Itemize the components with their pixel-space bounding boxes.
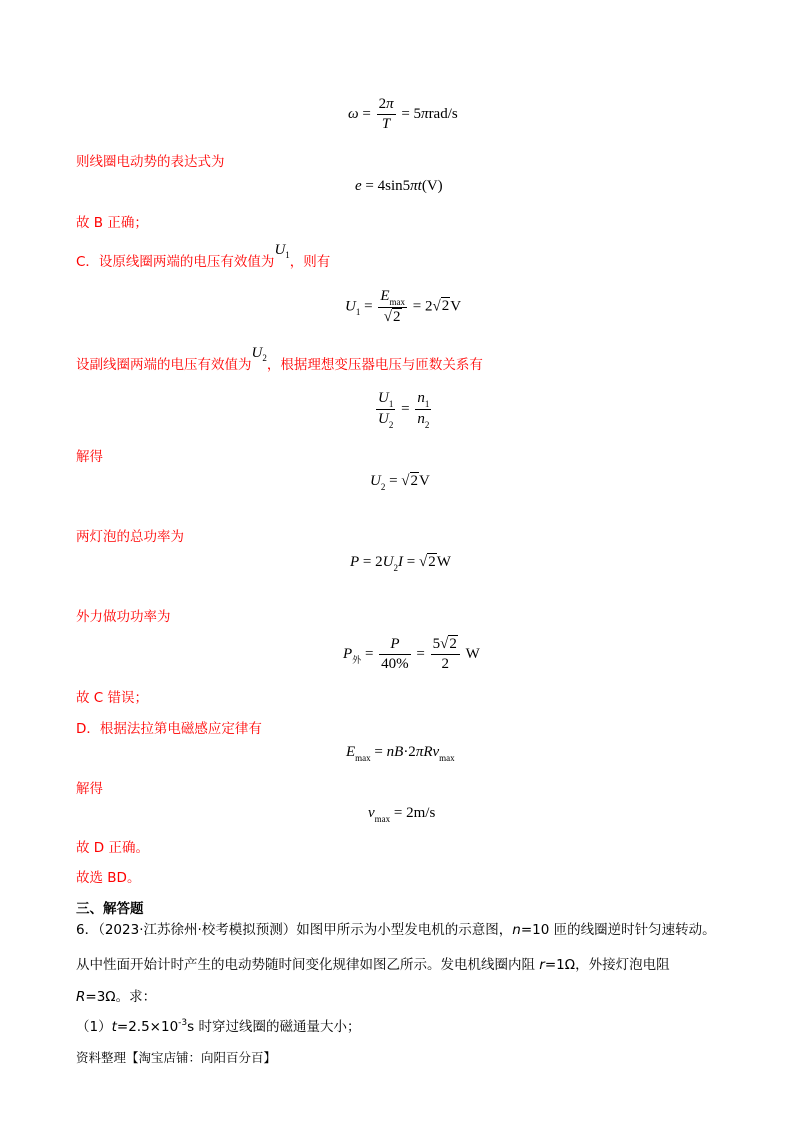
text-line-solve-1: 解得 [76, 449, 103, 465]
formula-emax: $E_{max} = nB\cdot 2\pi Rv_{max}$ [346, 744, 455, 763]
formula-u2: $U_2 = √2V$ [370, 473, 430, 492]
text-line-c: C．设原线圈两端的电压有效值为$U^1$，则有 [76, 242, 331, 270]
formula-vmax: $v_{max} = 2m/s$ [368, 805, 436, 824]
formula-omega: ω = $\frac{2\pi}{T}$ = 5πrad/s [348, 96, 458, 132]
question-6-line-2: 从中性面开始计时产生的电动势随时间变化规律如图乙所示。发电机线圈内阻 r=1Ω，外接灯泡电阻 [76, 957, 670, 973]
text-line-solve-2: 解得 [76, 781, 103, 797]
text-line-d: D．根据法拉第电磁感应定律有 [76, 721, 262, 737]
text-line-d-correct: 故 D 正确。 [76, 840, 149, 856]
formula-power: $P = 2U_2I = √2W$ [350, 554, 451, 573]
formula-emf: e = 4sin5πt(V) [355, 178, 443, 194]
formula-ratio: $\frac{U_1}{U_2}$ = $\frac{n_1}{n_2}$ [378, 390, 430, 430]
footer-source: 资料整理【淘宝店铺：向阳百分百】 [76, 1050, 277, 1065]
formula-u1: $U_1$ = $\frac{E_{max}}{√2}$ = 2√2V [345, 288, 462, 325]
text-line-answer: 故选 BD。 [76, 870, 141, 886]
text-line-b-correct: 故 B 正确； [76, 215, 148, 231]
text-line-external-power: 外力做功功率为 [76, 609, 171, 625]
text-line-emf-expression: 则线圈电动势的表达式为 [76, 154, 225, 170]
question-6-part-1: $(1)t=2.5\times 10^{-3}s$ 时穿过线圈的磁通量大小； [76, 1018, 361, 1035]
question-6-line-3: R=3Ω。求： [76, 989, 157, 1005]
section-heading: 三、解答题 [76, 901, 144, 917]
question-6-line-1: 6．（2023·江苏徐州·校考模拟预测）如图甲所示为小型发电机的示意图，n=10 匝的线圈逆时针匀速转动。 [76, 922, 716, 938]
formula-external-power: $P_外$ = $\frac{P}{40\%}$ = $\frac{5√2}{2}$ W [343, 636, 480, 672]
text-line-c-wrong: 故 C 错误； [76, 690, 149, 706]
text-line-secondary-voltage: 设副线圈两端的电压有效值为$U^2$，根据理想变压器电压与匝数关系有 [76, 345, 483, 373]
text-line-total-power: 两灯泡的总功率为 [76, 529, 184, 545]
